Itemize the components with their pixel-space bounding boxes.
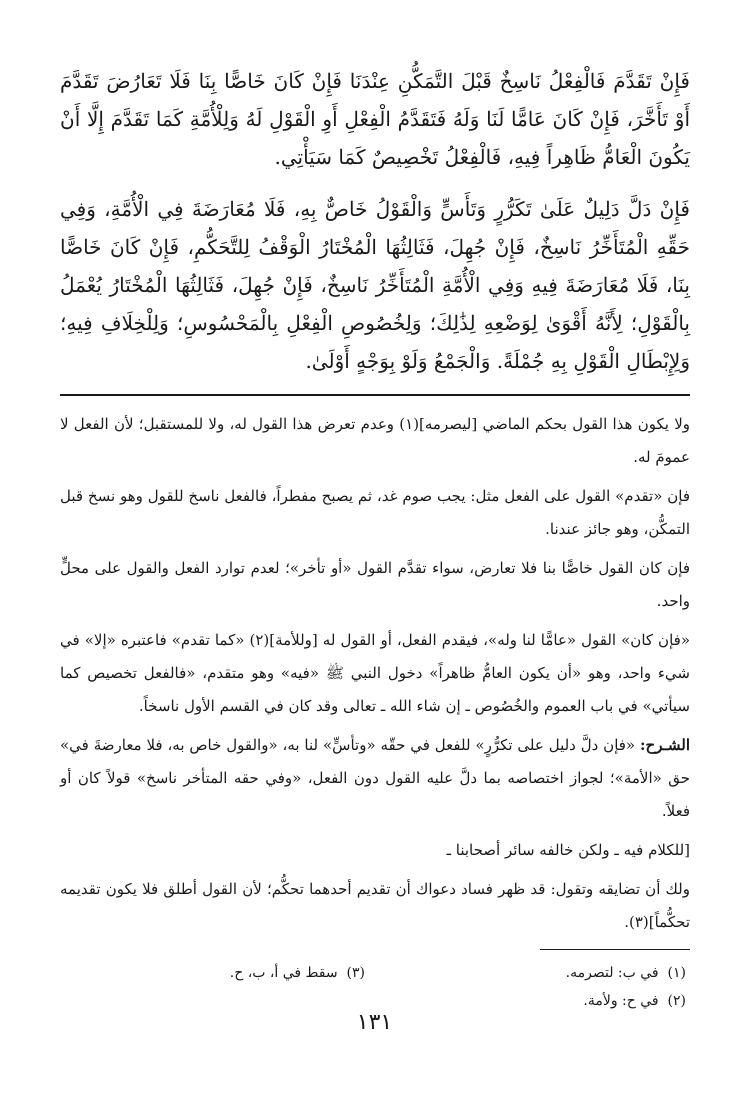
sharh-heading: الشـرح: [639, 736, 690, 754]
commentary-paragraph: فإن كان القول خاصًّا بنا فلا تعارض، سواء تقدَّم القول «أو تأخر»؛ لعدم توارد الفعل والقول على محلٍّ واحد. [60, 559, 690, 610]
footnote-divider [540, 949, 690, 950]
page-number: ١٣١ [356, 1010, 393, 1035]
footnote-number: (٣) [346, 965, 365, 981]
commentary-paragraph: ولك أن تضايقه وتقول: قد ظهر فساد دعواك أن تقديم أحدهما تحكُّم؛ لأن القول أطلق فلا يكون تقديمه تحكُّماً](٣). [60, 880, 690, 931]
footnotes [60, 960, 690, 1016]
commentary-text [60, 408, 690, 939]
footnote-number: (١) [667, 965, 686, 981]
footnote-text: في ب: لتصرمه. [565, 965, 659, 981]
commentary-paragraph: «فإن كان» القول «عامًّا لنا وله»، فيقدم الفعل، أو القول له [وللأمة](٢) «كما تقدم» فاعتبره «إلا» في شيء واحد، وهو «أن يكون العامُّ ظاهراً» دخول النبي ﷺ «فيه» وهو متقدم، «فالفعل تخصيص كما سيأتي» في باب العموم والخُصُوص ـ إن شاء الله ـ تعالى وقد كان في القسم الأول ناسخاً. [60, 631, 690, 715]
page [60, 62, 690, 1016]
commentary-paragraph: الشـرح: «فإن دلَّ دليل على تكرُّرٍ» للفعل في حقّه «وتأسٍّ» لنا به، «والقول خاص به، فلا معارضةَ في» حق «الأمة»؛ لجواز اختصاصه بما دلَّ عليه القول دون الفعل، «وفي حقه المتأخر ناسخ» قولاً كان أو فعلاً. [60, 736, 690, 820]
footnote-1 [566, 960, 686, 986]
matn-divider [60, 394, 690, 396]
footnote-3 [230, 960, 365, 986]
matn-paragraph: فَإِنْ دَلَّ دَلِيلٌ عَلَىٰ تَكَرُّرٍ وَتَأَسٍّ وَالْقَوْلُ خَاصٌّ بِهِ، فَلَا مُعَارَضَةَ فِي الْأُمَّةِ، وَفِي حَقِّهِ الْمُتَأَخِّرُ نَاسِخٌ، فَإِنْ جُهِلَ، فَثَالِثُهَا الْمُخْتَارُ الْوَقْفُ لِلتَّحَكُّمِ، فَإِنْ كَانَ خَاصًّا بِنَا، فَلَا مُعَارَضَةَ فِيهِ وَفِي الْأُمَّةِ الْمُتَأَخِّرُ نَاسِخٌ، فَإِنْ جُهِلَ، فَثَالِثُهَا الْمُخْتَارُ يُعْمَلُ بِالْقَوْلِ؛ لِأَنَّهُ أَقْوَىٰ لِوَضْعِهِ لِذَٰلِكَ؛ وَلِخُصُوصِ الْفِعْلِ بِالْمَحْسُوسِ؛ وَلِلْخِلَافِ فِيهِ؛ وَلِإِبْطَالِ الْقَوْلِ بِهِ جُمْلَةً. وَالْجَمْعُ وَلَوْ بِوَجْهٍ أَوْلَىٰ. [60, 197, 690, 373]
matn-paragraph: فَإِنْ تَقَدَّمَ فَالْفِعْلُ نَاسِخٌ قَبْلَ التَّمَكُّنِ عِنْدَنَا فَإِنْ كَانَ خَاصًّا بِنَا فَلَا تَعَارُضَ تَقَدَّمَ أَوْ تَأَخَّرَ، فَإِنْ كَانَ عَامًّا لَنَا وَلَهُ فَتَقَدَّمُ الْفِعْلِ أَوِ الْقَوْلِ لَهُ وَلِلْأُمَّةِ كَمَا تَقَدَّمَ إِلَّا أَنْ يَكُونَ الْعَامُّ ظَاهِراً فِيهِ، فَالْفِعْلُ تَخْصِيصٌ كَمَا سَيَأْتِي. [60, 69, 690, 169]
matn-text [60, 62, 690, 380]
commentary-paragraph: [للكلام فيه ـ ولكن خالفه سائر أصحابنا ـ [446, 841, 690, 859]
footnote-text: في ح: ولأمة. [583, 993, 659, 1009]
commentary-paragraph: فإن «تقدم» القول على الفعل مثل: يجب صوم غد، ثم يصبح مفطراً، فالفعل ناسخ للقول وهو نسخ قبل التمكُّن، وهو جائز عندنا. [60, 487, 690, 538]
footnote-text: سقط في أ، ب، ح. [229, 965, 338, 981]
commentary-paragraph: ولا يكون هذا القول بحكم الماضي [ليصرمه](١) وعدم تعرض هذا القول له، ولا للمستقبل؛ لأن الفعل لا عمومَ له. [60, 415, 690, 466]
footnote-number: (٢) [667, 993, 686, 1009]
